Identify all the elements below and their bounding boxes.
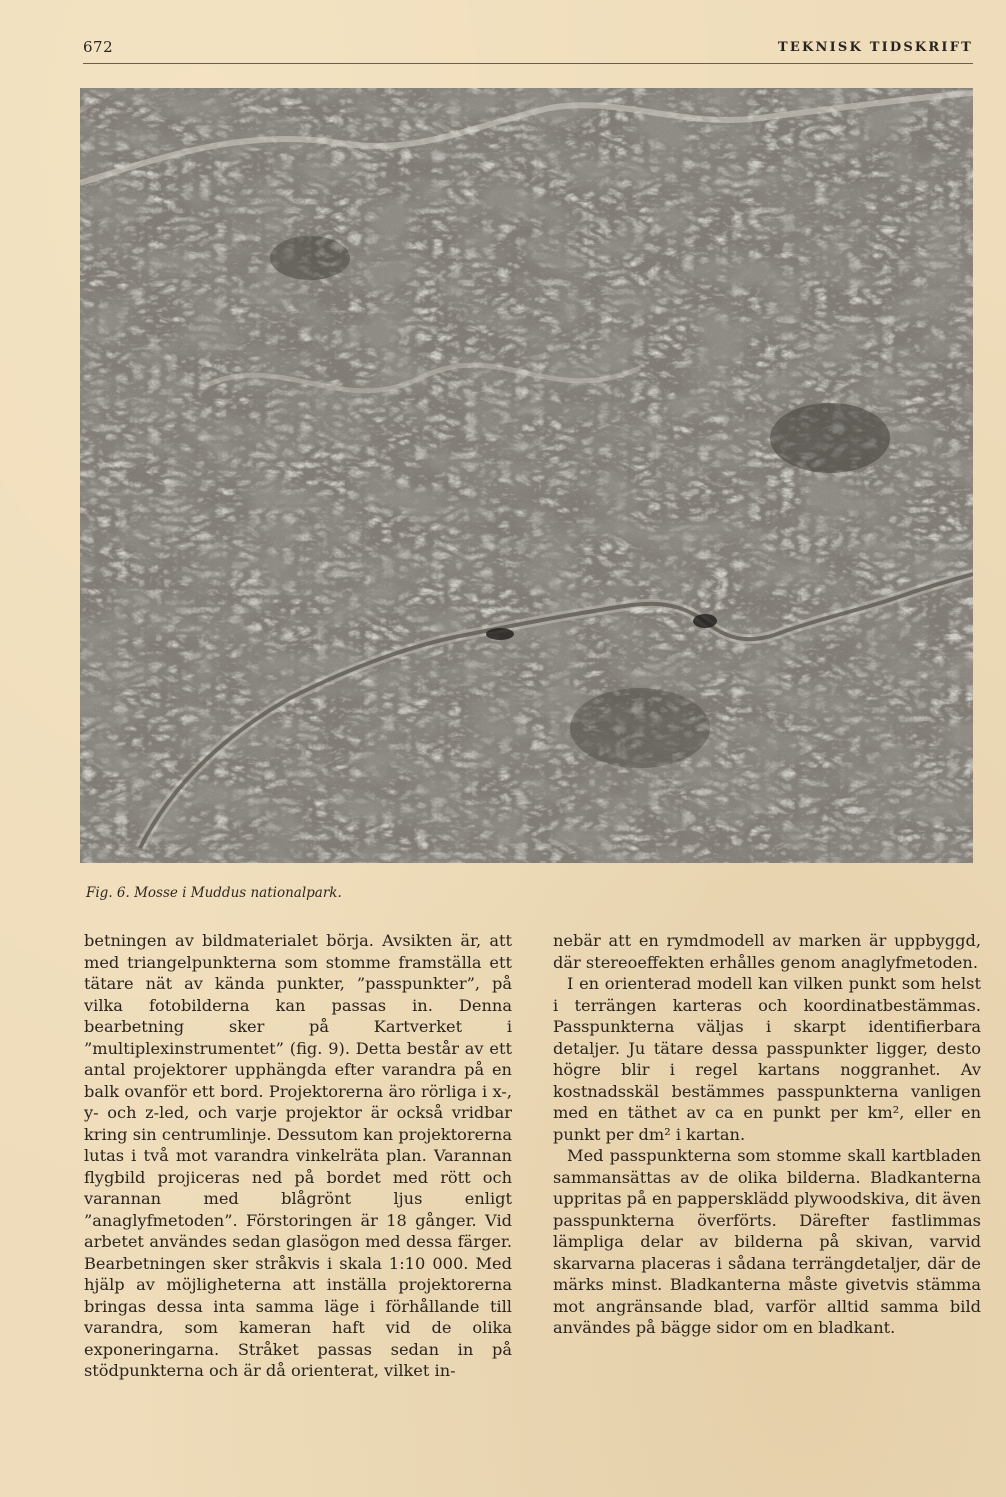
figure-caption: Fig. 6. Mosse i Muddus nationalpark.: [86, 885, 342, 901]
page-header: [83, 38, 973, 60]
aerial-photograph: [80, 88, 973, 863]
header-rule: [83, 63, 973, 64]
paragraph: Med passpunkterna som stomme skall kartbladen sammansättas av de olika bilderna. Bladkanterna uppritas på en pappersklädd plywoodskiva, dit även passpunkterna överförts. Därefter fastlimmas lämpliga delar av bilderna på skivan, varvid skarvarna placeras i sådana terrängdetaljer, där de märks minst. Bladkanterna måste givetvis stämma mot angränsande blad, varför alltid samma bild användes på bägge sidor om en bladkant.: [553, 1146, 981, 1337]
paragraph: nebär att en rymdmodell av marken är uppbyggd, där stereoeffekten erhålles genom anaglyfmetoden.: [553, 931, 981, 972]
left-column: [84, 930, 512, 1382]
paragraph: betningen av bildmaterialet börja. Avsikten är, att med triangelpunkterna som stomme framställa ett tätare nät av kända punkter, ”passpunkter”, på vilka fotobilderna kan passas in. Denna bearbetning sker på Kartverket i ”multiplexinstrumentet” (fig. 9). Detta består av ett antal projektorer upphängda efter varandra på en balk ovanför ett bord. Projektorerna äro rörliga i x-, y- och z-led, och varje projektor är också vridbar kring sin centrumlinje. Dessutom kan projektorerna lutas i två mot varandra vinkelräta plan. Varannan flygbild projiceras ned på bordet med rött och varannan med blågrönt ljus enligt ”anaglyfmetoden”. Förstoringen är 18 gånger. Vid arbetet användes sedan glasögon med dessa färger. Bearbetningen sker stråkvis i skala 1:10 000. Med hjälp av möjligheterna att inställa projektorerna bringas dessa inta samma läge i förhållande till varandra, som kameran haft vid de olika exponeringarna. Stråket passas sedan in på stödpunkterna och är då orienterat, vilket in-: [84, 931, 512, 1380]
journal-title: TEKNISK TIDSKRIFT: [778, 40, 973, 55]
page-number: 672: [83, 38, 114, 56]
right-column: [553, 930, 981, 1339]
paragraph: I en orienterad modell kan vilken punkt som helst i terrängen karteras och koordinatbestämmas. Passpunkterna väljas i skarpt identifierbara detaljer. Ju tätare dessa passpunkter ligger, desto högre blir i regel kartans noggranhet. Av kostnadsskäl bestämmes passpunkterna vanligen med en täthet av ca en punkt per km², eller en punkt per dm² i kartan.: [553, 974, 981, 1144]
